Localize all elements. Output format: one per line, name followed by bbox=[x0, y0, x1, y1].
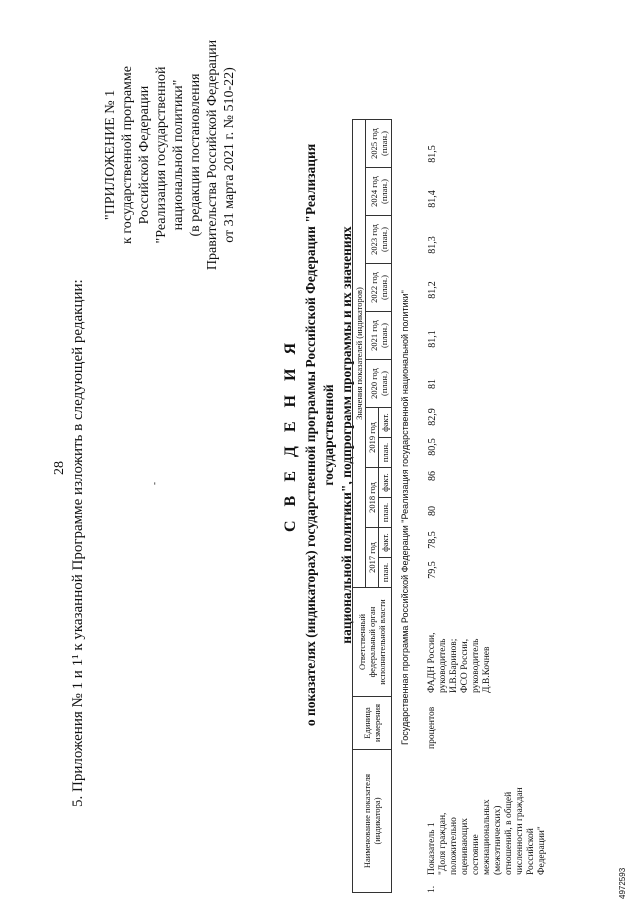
indicator-name-line: численности граждан bbox=[515, 787, 525, 875]
value-2017-fact: 78,5 bbox=[427, 531, 438, 549]
title-line-2: национальной политики", подпрограмм программы и их значениях bbox=[339, 226, 354, 644]
header-plan: план. bbox=[379, 558, 392, 588]
appendix-line: Правительства Российской Федерации bbox=[205, 39, 220, 271]
document-title bbox=[280, 115, 356, 755]
appendix-line: "ПРИЛОЖЕНИЕ № 1 bbox=[103, 89, 118, 221]
header-year: 2022 год (план.) bbox=[366, 264, 392, 312]
header-org: Ответственный федеральный орган исполнительной власти bbox=[353, 588, 392, 697]
header-year: 2025 год (план.) bbox=[366, 120, 392, 168]
page-number: 28 bbox=[52, 461, 67, 475]
header-fact: факт. bbox=[379, 468, 392, 498]
indicator-name-line: Федерации" bbox=[537, 826, 547, 875]
responsible-org-line: ФАДН России, bbox=[427, 632, 437, 693]
value-2024-plan: 81,4 bbox=[427, 190, 438, 208]
header-year: 2024 год (план.) bbox=[366, 168, 392, 216]
indicator-name-line: Российской bbox=[526, 828, 536, 875]
header-year: 2021 год (план.) bbox=[366, 312, 392, 360]
value-2018-fact: 86 bbox=[427, 471, 438, 481]
value-2019-plan: 80,5 bbox=[427, 438, 438, 456]
header-year: 2023 год (план.) bbox=[366, 216, 392, 264]
title-heading: С В Е Д Е Н И Я bbox=[282, 337, 299, 533]
stray-mark: - bbox=[149, 482, 159, 485]
title-line-1: о показателях (индикаторах) государственной программы Российской Федерации "Реализация государственной bbox=[303, 143, 336, 727]
indicator-name-line: "Доля граждан, bbox=[438, 812, 448, 875]
indicator-name-line: Показатель 1 bbox=[427, 822, 437, 875]
value-2020-plan: 81 bbox=[427, 379, 438, 389]
header-year: 2017 год bbox=[366, 528, 379, 588]
header-fact: факт. bbox=[379, 408, 392, 438]
document-id: 4972593 bbox=[618, 867, 627, 899]
header-year: 2020 год (план.) bbox=[366, 360, 392, 408]
responsible-org-line: руководитель bbox=[471, 638, 481, 693]
value-2018-plan: 80 bbox=[427, 506, 438, 516]
appendix-block bbox=[102, 25, 238, 285]
appendix-line: национальной политики" bbox=[171, 79, 186, 231]
value-2022-plan: 81,2 bbox=[427, 281, 438, 299]
responsible-org-line: Д.В.Кочнев bbox=[482, 646, 492, 693]
header-fact: факт. bbox=[379, 528, 392, 558]
responsible-org-line: руководитель bbox=[438, 638, 448, 693]
row-number: 1. bbox=[427, 885, 437, 893]
responsible-org-line: И.В.Баринов; bbox=[449, 638, 459, 693]
indicator-name-line: оценивающих bbox=[460, 817, 470, 875]
appendix-line: (в редакции постановления bbox=[188, 73, 203, 237]
appendix-line: Российской Федерации bbox=[137, 85, 152, 225]
indicator-name bbox=[427, 735, 548, 875]
indicator-name-line: отношений, в общей bbox=[504, 791, 514, 875]
responsible-org bbox=[427, 633, 493, 694]
header-unit: Единица измерения bbox=[353, 697, 392, 750]
value-2025-plan: 81,5 bbox=[427, 145, 438, 163]
amendment-line: 5. Приложения № 1 и 1¹ к указанной Программе изложить в следующей редакции: bbox=[70, 279, 86, 807]
appendix-line: "Реализация государственной bbox=[154, 66, 169, 244]
value-2023-plan: 81,3 bbox=[427, 236, 438, 254]
value-2019-fact: 82,9 bbox=[427, 408, 438, 426]
indicator-unit: процентов bbox=[427, 706, 437, 749]
indicator-name-line: (межэтнических) bbox=[493, 805, 503, 875]
header-year: 2018 год bbox=[366, 468, 379, 528]
indicators-table bbox=[352, 119, 392, 893]
indicator-name-line: межнациональных bbox=[482, 799, 492, 875]
indicator-name-line: положительно bbox=[449, 817, 459, 875]
appendix-line: от 31 марта 2021 г. № 510-22) bbox=[222, 67, 237, 243]
value-2021-plan: 81,1 bbox=[427, 330, 438, 348]
header-plan: план. bbox=[379, 438, 392, 468]
header-name: Наименование показателя (индикатора) bbox=[353, 750, 392, 893]
appendix-line: к государственной программе bbox=[120, 66, 135, 244]
program-group-title: Государственная программа Российской Федерации "Реализация государственной национальной политики" bbox=[400, 290, 410, 745]
header-plan: план. bbox=[379, 498, 392, 528]
indicator-name-line: состояние bbox=[471, 834, 481, 875]
responsible-org-line: ФСО России, bbox=[460, 638, 470, 693]
header-year: 2019 год bbox=[366, 408, 379, 468]
header-values-group: Значения показателей (индикаторов) bbox=[353, 120, 366, 588]
value-2017-plan: 79,5 bbox=[427, 561, 438, 579]
